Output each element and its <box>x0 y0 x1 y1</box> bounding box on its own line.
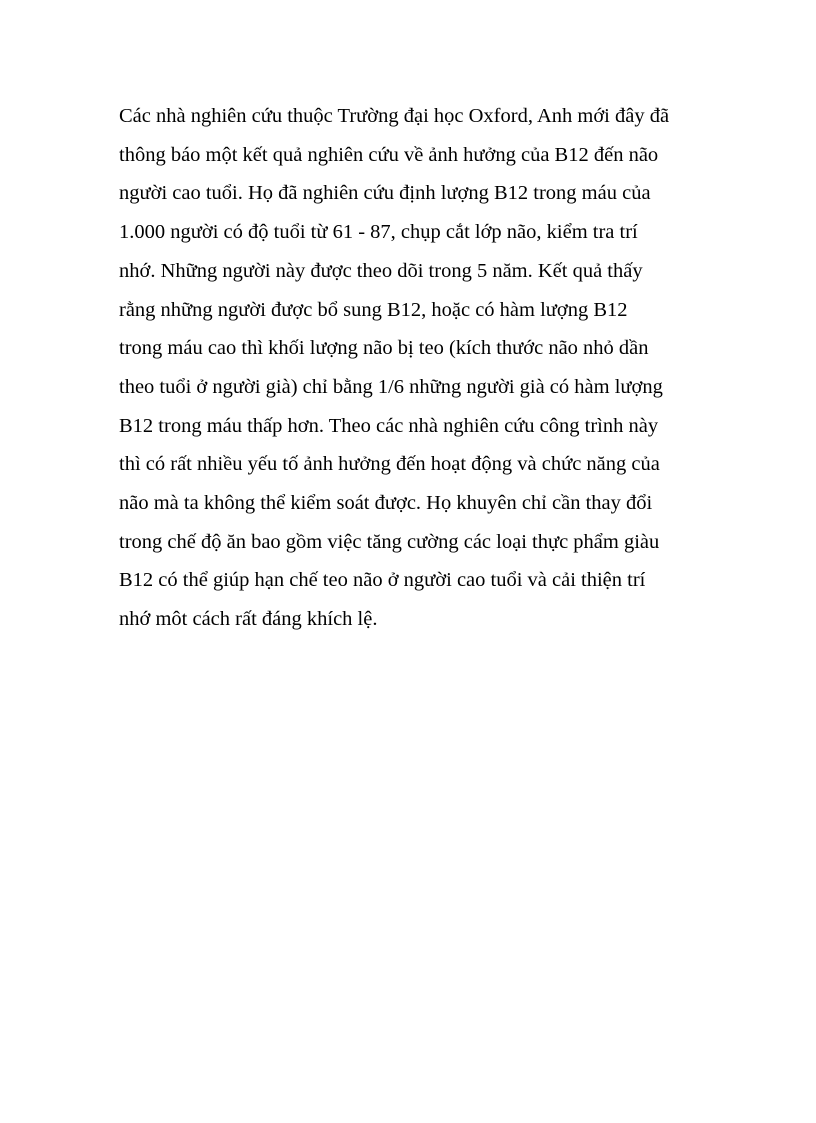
text-line: 1.000 người có độ tuổi từ 61 - 87, chụp cắt lớp não, kiểm tra trí <box>119 221 638 244</box>
text-line: B12 có thể giúp hạn chế teo não ở người cao tuổi và cải thiện trí <box>119 569 646 592</box>
text-line: não mà ta không thể kiểm soát được. Họ khuyên chỉ cần thay đổi <box>119 492 653 515</box>
text-line: thông báo một kết quả nghiên cứu về ảnh hưởng của B12 đến não <box>119 143 659 166</box>
text-line: nhớ môt cách rất đáng khích lệ. <box>119 608 378 631</box>
text-line: B12 trong máu thấp hơn. Theo các nhà nghiên cứu công trình này <box>119 414 659 437</box>
text-line: nhớ. Những người này được theo dõi trong 5 năm. Kết quả thấy <box>119 259 643 282</box>
text-line: Các nhà nghiên cứu thuộc Trường đại học Oxford, Anh mới đây đã <box>119 105 670 127</box>
text-line: trong chế độ ăn bao gồm việc tăng cường các loại thực phẩm giàu <box>119 530 660 553</box>
document-body <box>119 97 739 639</box>
text-line: trong máu cao thì khối lượng não bị teo (kích thước não nhỏ dần <box>119 337 649 360</box>
text-line: rằng những người được bổ sung B12, hoặc có hàm lượng B12 <box>119 298 628 321</box>
text-line: thì có rất nhiều yếu tố ảnh hưởng đến hoạt động và chức năng của <box>119 453 660 476</box>
text-line: người cao tuổi. Họ đã nghiên cứu định lượng B12 trong máu của <box>119 182 651 205</box>
text-line: theo tuổi ở người già) chỉ bằng 1/6 những người già có hàm lượng <box>119 375 663 398</box>
